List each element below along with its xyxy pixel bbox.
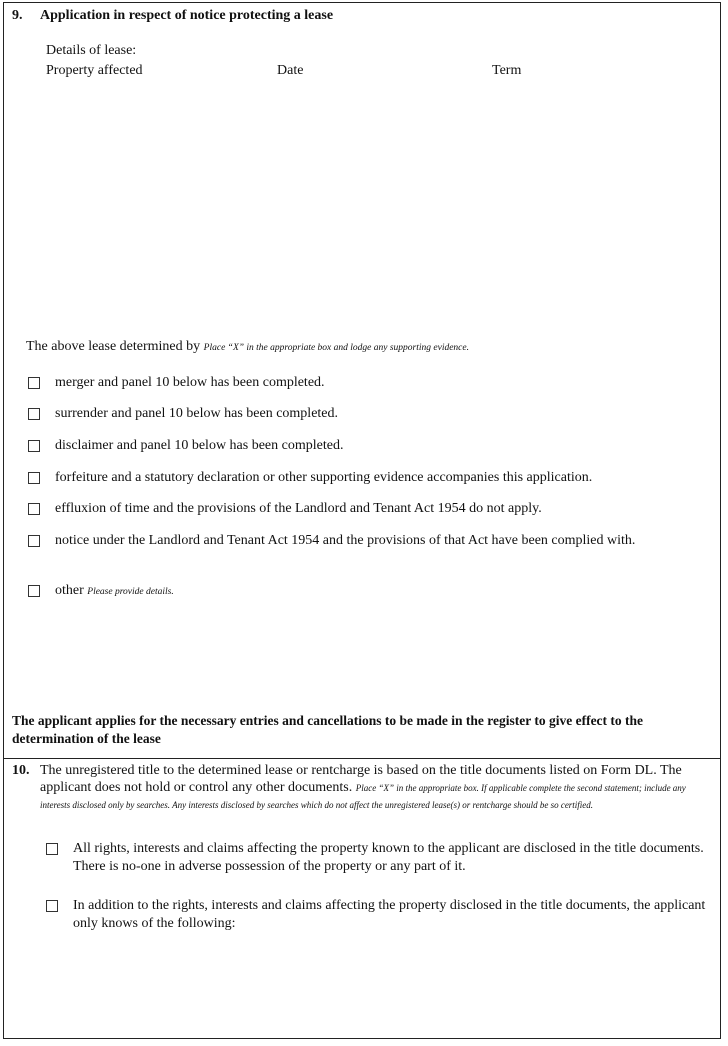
other-label: other [55,583,84,598]
option-all-rights-disclosed [46,840,713,876]
option-label: merger and panel 10 below has been completed. [55,375,325,390]
disclaimer-checkbox[interactable] [28,440,40,452]
all-rights-checkbox[interactable] [46,843,58,855]
option-forfeiture [28,469,695,486]
lease-determined-text: The above lease determined by [26,339,201,354]
option-merger [28,374,695,391]
applicant-applies-statement: The applicant applies for the necessary entries and cancellations to be made in the register to give effect to the determination of the lease [12,713,644,746]
option-label [55,582,695,601]
option-label: In addition to the rights, interests and claims affecting the property disclosed in the title documents, the applicant only knows of the following: [73,898,706,931]
lease-determined-instruction: Place “X” in the appropriate box and lodge any supporting evidence. [203,343,469,353]
option-label: notice under the Landlord and Tenant Act 1954 and the provisions of that Act have been complied with. [55,533,636,548]
option-label: effluxion of time and the provisions of the Landlord and Tenant Act 1954 do not apply. [55,501,542,516]
option-other [28,582,695,601]
section-10-instruction: Place “X” in the appropriate box. If applicable complete the second statement; include any interests disclosed only by searches. Any interests disclosed by searches which do not affect the unregistered lease(s) or rentcharge should be so certified. [40,783,686,810]
other-instruction: Please provide details. [87,587,174,597]
additional-rights-checkbox[interactable] [46,900,58,912]
column-term: Term [492,63,522,78]
lease-determined-line [26,339,469,355]
notice-checkbox[interactable] [28,535,40,547]
form-frame [3,2,721,1039]
other-checkbox[interactable] [28,585,40,597]
option-effluxion [28,500,695,517]
surrender-checkbox[interactable] [28,408,40,420]
section-10-number: 10. [12,763,30,778]
option-additional-rights [46,897,713,933]
option-disclaimer [28,437,695,454]
option-label: All rights, interests and claims affecting the property known to the applicant are disclosed in the title documents. There is no-one in adverse possession of the property or any part of it. [73,841,704,874]
details-of-lease-label: Details of lease: [46,43,137,58]
option-label: disclaimer and panel 10 below has been completed. [55,438,344,453]
section-divider [3,758,721,759]
option-notice [28,532,695,549]
column-date: Date [277,63,304,78]
section-9-heading: Application in respect of notice protecting a lease [40,8,334,23]
option-surrender [28,405,695,422]
forfeiture-checkbox[interactable] [28,472,40,484]
effluxion-checkbox[interactable] [28,503,40,515]
column-property-affected: Property affected [46,63,143,78]
section-9-title [12,8,333,24]
option-label: surrender and panel 10 below has been completed. [55,406,339,421]
merger-checkbox[interactable] [28,377,40,389]
section-10 [12,762,712,813]
option-label: forfeiture and a statutory declaration or other supporting evidence accompanies this application. [55,470,593,485]
section-9-number: 9. [12,8,23,23]
section-10-text: The unregistered title to the determined lease or rentcharge is based on the title documents listed on Form DL. The applicant does not hold or control any other documents. [40,763,682,795]
